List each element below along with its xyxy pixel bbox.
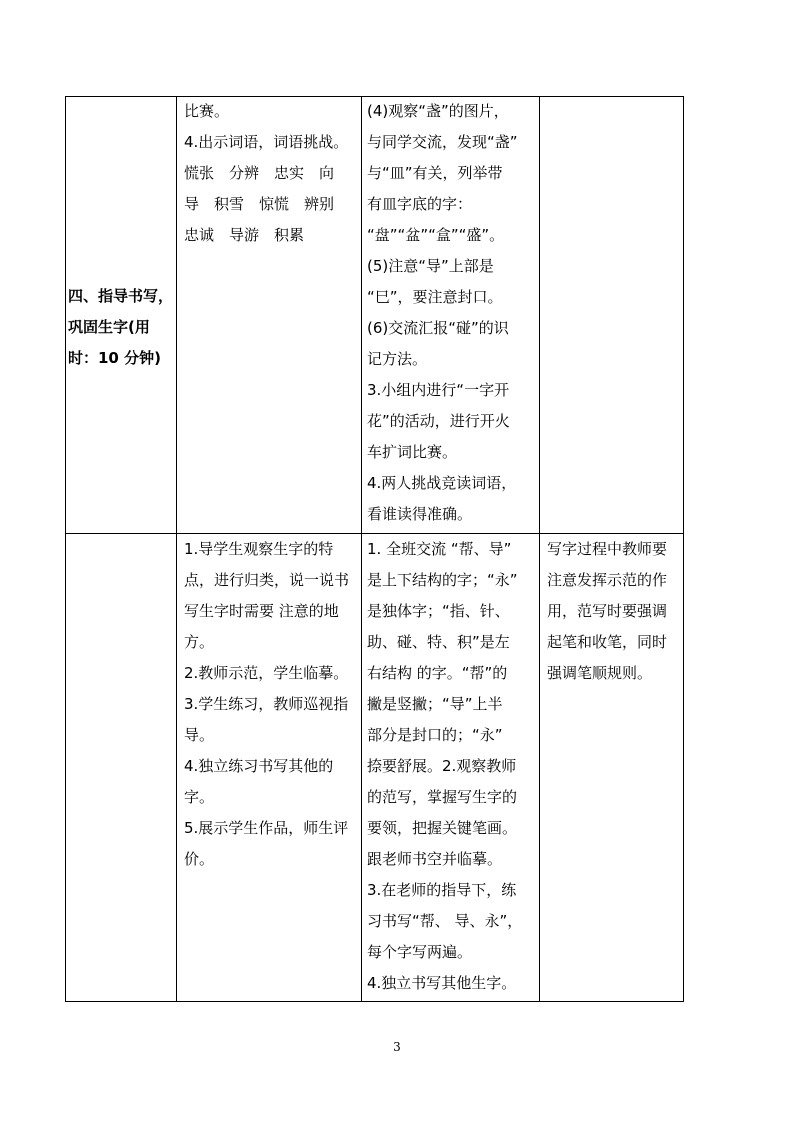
row2-stage-title-cell xyxy=(68,281,174,374)
text-line: 3.小组内进行“一字开 xyxy=(367,381,510,399)
text-line: 4.独立书写其他生字。 xyxy=(367,974,517,992)
text-line: 捺要舒展。2.观察教师 xyxy=(367,757,517,775)
text-line: 部分是封口的；“永” xyxy=(367,726,503,744)
row1-procedure-cell xyxy=(184,96,359,251)
text-line: 记方法。 xyxy=(367,350,428,368)
column-divider-2 xyxy=(361,96,362,1002)
text-line: 4.独立练习书写其他的 xyxy=(184,757,334,775)
text-line: 1.导学生观察生字的特 xyxy=(184,540,334,558)
row1-student-activity-cell xyxy=(367,96,539,530)
text-line: 车扩词比赛。 xyxy=(367,443,458,461)
text-line: 花”的活动，进行开火 xyxy=(367,412,510,430)
text-line: 要领，把握关键笔画。 xyxy=(367,819,518,837)
text-line: (4)观察“盏”的图片， xyxy=(367,102,509,120)
text-line: 四、指导书写， xyxy=(68,287,174,305)
text-line: 有皿字底的字： xyxy=(367,195,473,213)
text-line: 用，范写时要强调 xyxy=(547,602,668,620)
text-line: 5.展示学生作品，师生评 xyxy=(184,819,349,837)
text-line: 时：10 分钟) xyxy=(68,349,161,367)
row2-student-activity-cell xyxy=(367,534,539,999)
text-line: 右结构 的字。“帮”的 xyxy=(367,664,508,682)
text-line: 与同学交流，发现“盏” xyxy=(367,133,518,151)
table-border-bottom xyxy=(65,1001,684,1002)
text-line: 与“皿”有关，列举带 xyxy=(367,164,503,182)
text-line: 跟老师书空并临摹。 xyxy=(367,850,503,868)
text-line: 巩固生字(用 xyxy=(68,318,150,336)
text-line: 起笔和收笔，同时 xyxy=(547,633,668,651)
text-line: 慌张 分辨 忠实 向 xyxy=(184,164,335,182)
row2-design-intent-cell xyxy=(547,534,680,689)
text-line: 写字过程中教师要 xyxy=(547,540,668,558)
text-line: 看谁读得准确。 xyxy=(367,505,473,523)
text-line: 撇是竖撇；“导”上半 xyxy=(367,695,503,713)
column-divider-1 xyxy=(176,96,177,1002)
text-line: 导。 xyxy=(184,726,215,744)
column-divider-3 xyxy=(539,96,540,1002)
text-line: 导 积雪 惊慌 辨别 xyxy=(184,195,335,213)
text-line: (6)交流汇报“碰”的识 xyxy=(367,319,509,337)
page-number: 3 xyxy=(393,1040,401,1054)
text-line: 1. 全班交流 “帮、导” xyxy=(367,540,512,558)
text-line: 4.两人挑战竞读词语， xyxy=(367,474,517,492)
text-line: 是独体字；“指、针、 xyxy=(367,602,510,620)
text-line: 3.学生练习，教师巡视指 xyxy=(184,695,349,713)
text-line: 习书写“帮、 导、永”， xyxy=(367,912,523,930)
text-line: “盘”“盆”“盒”“盛”。 xyxy=(367,226,505,244)
text-line: 是上下结构的字；“永” xyxy=(367,571,518,589)
text-line: 助、碰、特、积”是左 xyxy=(367,633,510,651)
text-line: 忠诚 导游 积累 xyxy=(184,226,305,244)
row2-procedure-cell xyxy=(184,534,359,875)
text-line: 字。 xyxy=(184,788,215,806)
text-line: 比赛。 xyxy=(184,102,230,120)
text-line: 价。 xyxy=(184,850,215,868)
text-line: 方。 xyxy=(184,633,215,651)
lesson-plan-table xyxy=(65,96,684,1002)
text-line: 2.教师示范，学生临摹。 xyxy=(184,664,349,682)
table-border-left xyxy=(65,96,66,1002)
text-line: “巳”，要注意封口。 xyxy=(367,288,503,306)
text-line: 点，进行归类，说一说书 xyxy=(184,571,350,589)
text-line: 的范写，掌握写生字的 xyxy=(367,788,518,806)
text-line: 写生字时需要 注意的地 xyxy=(184,602,339,620)
text-line: 强调笔顺规则。 xyxy=(547,664,653,682)
text-line: 3.在老师的指导下，练 xyxy=(367,881,517,899)
text-line: 注意发挥示范的作 xyxy=(547,571,668,589)
text-line: 每个字写两遍。 xyxy=(367,943,473,961)
text-line: 4.出示词语，词语挑战。 xyxy=(184,133,349,151)
table-border-right xyxy=(683,96,684,1002)
text-line: (5)注意“导”上部是 xyxy=(367,257,494,275)
